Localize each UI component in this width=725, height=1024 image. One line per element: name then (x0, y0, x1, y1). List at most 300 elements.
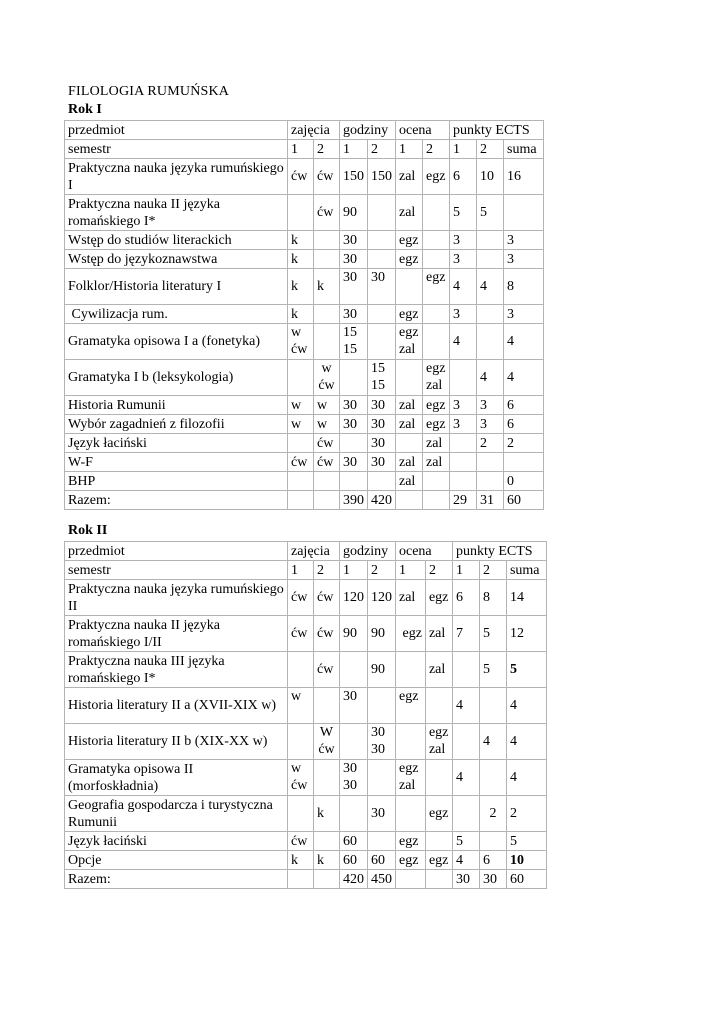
cell: egz (423, 159, 450, 195)
cell: zal (396, 453, 423, 472)
cell: 1 (340, 561, 368, 580)
cell (340, 434, 368, 453)
cell (314, 832, 340, 851)
cell: 4 (450, 324, 477, 360)
cell (450, 472, 477, 491)
table-row (65, 760, 547, 796)
cell (479, 832, 506, 851)
table-row (65, 832, 547, 851)
cell: 15 (343, 325, 357, 340)
table-row (65, 360, 544, 396)
cell: zal (426, 378, 443, 393)
cell: zal (399, 778, 416, 793)
cell: 4 (452, 760, 479, 796)
cell: 30 (340, 396, 368, 415)
cell: ćw (291, 778, 308, 793)
cell: 5 (450, 195, 477, 231)
cell: 2 (368, 140, 396, 159)
cell (368, 688, 396, 724)
cell: egz (396, 305, 423, 324)
cell: 150 (368, 159, 396, 195)
cell: zal (396, 195, 423, 231)
cell: 30 (340, 305, 368, 324)
cell: 4 (506, 760, 546, 796)
cell (314, 760, 340, 796)
cell: 5 (479, 616, 506, 652)
cell: ćw (288, 159, 314, 195)
cell-stacked (423, 360, 450, 396)
table-row (65, 472, 544, 491)
cell: 60 (340, 832, 368, 851)
cell: 30 (479, 870, 506, 889)
cell: ćw (318, 378, 335, 393)
cell: ćw (288, 453, 314, 472)
cell-stacked (396, 760, 426, 796)
cell: 1 (288, 561, 314, 580)
cell: 3 (477, 396, 504, 415)
cell: 90 (340, 616, 368, 652)
subject-name: Gramatyka opisowa I a (fonetyka) (65, 324, 288, 360)
cell: 15 (343, 342, 357, 357)
cell: w (314, 415, 340, 434)
cell (452, 796, 479, 832)
cell (368, 305, 396, 324)
cell: ćw (314, 434, 340, 453)
cell: 4 (477, 269, 504, 305)
cell (340, 360, 368, 396)
cell: 90 (368, 652, 396, 688)
cell: 90 (340, 195, 368, 231)
total-row (65, 870, 547, 889)
cell (423, 324, 450, 360)
cell: 4 (506, 724, 546, 760)
cell: zal (396, 415, 423, 434)
cell: egz (425, 580, 452, 616)
cell: k (314, 796, 340, 832)
table-row (65, 796, 547, 832)
cell: egz (425, 796, 452, 832)
cell (477, 305, 504, 324)
cell: zal (396, 472, 423, 491)
subject-name: Praktyczna nauka języka rumuńskiego II (65, 580, 288, 616)
cell: zal (399, 342, 416, 357)
cell: 6 (452, 580, 479, 616)
subject-name: Język łaciński (65, 832, 288, 851)
cell-stacked (396, 324, 423, 360)
cell (450, 453, 477, 472)
cell: egz (399, 325, 419, 340)
cell (288, 491, 314, 510)
cell: 8 (479, 580, 506, 616)
cell: egz (396, 231, 423, 250)
subject-name: Gramatyka opisowa II (morfoskładnia) (65, 760, 288, 796)
total-row (65, 491, 544, 510)
cell: 4 (452, 688, 479, 724)
cell (340, 724, 368, 760)
subject-name: Razem: (65, 491, 288, 510)
cell: k (288, 250, 314, 269)
table-row (65, 159, 544, 195)
subject-name: BHP (65, 472, 288, 491)
table-row (65, 453, 544, 472)
cell (423, 195, 450, 231)
subject-name: Geografia gospodarcza i turystyczna Rumunii (65, 796, 288, 832)
cell: 1 (396, 561, 426, 580)
cell (450, 434, 477, 453)
cell: zal (425, 616, 452, 652)
cell: 3 (450, 250, 477, 269)
cell: 3 (450, 396, 477, 415)
cell (479, 688, 506, 724)
cell: 150 (340, 159, 368, 195)
cell: zal (423, 434, 450, 453)
cell: 1 (396, 140, 423, 159)
cell: 30 (368, 269, 396, 305)
cell: 5 (452, 832, 479, 851)
cell (423, 305, 450, 324)
cell: 5 (479, 652, 506, 688)
cell: zal (428, 742, 446, 757)
cell (368, 324, 396, 360)
rok1-heading: Rok I (68, 102, 102, 117)
cell: 29 (450, 491, 477, 510)
cell: egz (396, 832, 426, 851)
cell: 5 (477, 195, 504, 231)
cell: w (291, 761, 302, 776)
cell: 2 (425, 561, 452, 580)
table-row (65, 415, 544, 434)
cell (288, 360, 314, 396)
table-row (65, 580, 547, 616)
cell-stacked (340, 324, 368, 360)
cell: 30 (368, 396, 396, 415)
cell: egz (426, 361, 446, 376)
table-row (65, 396, 544, 415)
cell: 30 (371, 742, 385, 757)
cell: 3 (450, 305, 477, 324)
table-row (65, 305, 544, 324)
cell: egz (425, 851, 452, 870)
cell (396, 491, 423, 510)
cell: 1 (288, 140, 314, 159)
cell: 2 (504, 434, 544, 453)
cell (314, 250, 340, 269)
subject-name: Praktyczna nauka III języka romańskiego I* (65, 652, 288, 688)
cell: 5 (506, 652, 546, 688)
cell (396, 652, 426, 688)
cell: 30 (343, 761, 357, 776)
cell (314, 870, 340, 889)
cell: egz (423, 396, 450, 415)
cell: 6 (504, 415, 544, 434)
header-przedmiot: przedmiot (65, 121, 288, 140)
cell: 30 (340, 688, 368, 724)
cell: k (288, 269, 314, 305)
cell: 390 (340, 491, 368, 510)
cell (452, 724, 479, 760)
cell: egz (396, 250, 423, 269)
cell (288, 796, 314, 832)
cell-stacked (368, 360, 396, 396)
cell: ćw (288, 580, 314, 616)
cell: 2 (477, 434, 504, 453)
cell: 10 (477, 159, 504, 195)
cell: 3 (450, 231, 477, 250)
cell: ćw (314, 195, 340, 231)
cell (368, 231, 396, 250)
cell (368, 195, 396, 231)
cell: 30 (340, 250, 368, 269)
cell: 7 (452, 616, 479, 652)
subject-name: Cywilizacja rum. (65, 305, 288, 324)
cell: 14 (506, 580, 546, 616)
cell (425, 832, 452, 851)
cell: 2 (314, 561, 340, 580)
cell: 120 (340, 580, 368, 616)
cell: 4 (452, 851, 479, 870)
cell: 30 (368, 434, 396, 453)
subject-name: Historia Rumunii (65, 396, 288, 415)
cell (396, 360, 423, 396)
cell: 4 (477, 360, 504, 396)
cell: egz (423, 415, 450, 434)
cell (425, 760, 452, 796)
cell: 3 (450, 415, 477, 434)
cell (423, 231, 450, 250)
cell: zal (425, 652, 452, 688)
cell (479, 760, 506, 796)
subject-name: Historia literatury II a (XVII-XIX w) (65, 688, 288, 724)
cell: 0 (504, 472, 544, 491)
cell (477, 231, 504, 250)
header-ocena: ocena (396, 542, 453, 561)
cell: 60 (368, 851, 396, 870)
cell: 2 (479, 561, 506, 580)
header-przedmiot: przedmiot (65, 542, 288, 561)
cell (340, 796, 368, 832)
cell (477, 472, 504, 491)
cell-stacked (314, 360, 340, 396)
cell: w (288, 396, 314, 415)
cell: 6 (450, 159, 477, 195)
cell-stacked (288, 324, 314, 360)
table-row (65, 195, 544, 231)
cell: 420 (368, 491, 396, 510)
cell (368, 250, 396, 269)
cell: 2 (314, 140, 340, 159)
subject-name: W-F (65, 453, 288, 472)
cell-stacked (340, 760, 368, 796)
subject-name: Gramatyka I b (leksykologia) (65, 360, 288, 396)
header-zajecia: zajęcia (288, 121, 340, 140)
cell: w (291, 325, 302, 340)
subject-name: Praktyczna nauka języka rumuńskiego I (65, 159, 288, 195)
subject-name: Wstęp do studiów literackich (65, 231, 288, 250)
cell (423, 250, 450, 269)
cell: 30 (368, 415, 396, 434)
cell: egz (396, 616, 426, 652)
subject-name: Wybór zagadnień z filozofii (65, 415, 288, 434)
cell: egz (396, 688, 426, 724)
subject-name: Język łaciński (65, 434, 288, 453)
cell (314, 472, 340, 491)
cell: 3 (477, 415, 504, 434)
cell (423, 491, 450, 510)
cell: 90 (368, 616, 396, 652)
cell: 30 (340, 269, 368, 305)
rok2-heading: Rok II (68, 523, 108, 538)
rok1-semestr-row (65, 140, 544, 159)
cell: ćw (314, 616, 340, 652)
cell: 6 (504, 396, 544, 415)
cell: suma (506, 561, 546, 580)
table-row (65, 652, 547, 688)
cell: 120 (368, 580, 396, 616)
cell: ćw (288, 616, 314, 652)
cell: egz (396, 851, 426, 870)
cell-stacked (288, 760, 314, 796)
cell: ćw (318, 742, 335, 757)
cell (340, 652, 368, 688)
cell (396, 269, 423, 305)
cell (396, 434, 423, 453)
cell: k (314, 851, 340, 870)
cell (288, 652, 314, 688)
table-row (65, 231, 544, 250)
cell (314, 305, 340, 324)
cell: 6 (479, 851, 506, 870)
cell: ćw (288, 832, 314, 851)
cell-stacked (314, 724, 340, 760)
cell: 450 (368, 870, 396, 889)
cell: 31 (477, 491, 504, 510)
table-row (65, 269, 544, 305)
cell: ćw (291, 342, 308, 357)
cell (368, 472, 396, 491)
cell: egz (423, 269, 450, 305)
header-ects: punkty ECTS (450, 121, 544, 140)
cell (314, 688, 340, 724)
cell: 1 (340, 140, 368, 159)
cell: 4 (450, 269, 477, 305)
cell (314, 491, 340, 510)
cell (450, 360, 477, 396)
rok2-semestr-row (65, 561, 547, 580)
cell: 30 (340, 415, 368, 434)
document-title: FILOLOGIA RUMUŃSKA (68, 84, 230, 99)
cell: zal (423, 453, 450, 472)
cell: zal (396, 580, 426, 616)
cell (477, 250, 504, 269)
cell: 4 (504, 360, 544, 396)
cell: 30 (371, 725, 385, 740)
cell: 3 (504, 305, 544, 324)
cell (314, 231, 340, 250)
cell: w (288, 688, 314, 724)
cell: w (288, 415, 314, 434)
cell: 2 (506, 796, 546, 832)
cell: 4 (479, 724, 506, 760)
cell: 1 (452, 561, 479, 580)
cell: 12 (506, 616, 546, 652)
cell: 30 (340, 453, 368, 472)
cell: ćw (314, 580, 340, 616)
subject-name: Folklor/Historia literatury I (65, 269, 288, 305)
cell: 30 (368, 796, 396, 832)
cell (340, 472, 368, 491)
cell (288, 195, 314, 231)
cell: k (288, 851, 314, 870)
cell: ćw (314, 652, 340, 688)
subject-name: Opcje (65, 851, 288, 870)
cell: 16 (504, 159, 544, 195)
cell: 2 (368, 561, 396, 580)
cell: 4 (504, 324, 544, 360)
cell (368, 760, 396, 796)
cell: zal (396, 396, 423, 415)
cell (396, 796, 426, 832)
cell (368, 832, 396, 851)
header-ocena: ocena (396, 121, 450, 140)
cell: k (288, 305, 314, 324)
cell (477, 453, 504, 472)
cell (452, 652, 479, 688)
cell: zal (396, 159, 423, 195)
cell (314, 324, 340, 360)
cell: 15 (371, 378, 385, 393)
table-row (65, 851, 547, 870)
cell (396, 870, 426, 889)
cell: 1 (450, 140, 477, 159)
header-godziny: godziny (340, 542, 396, 561)
cell (288, 434, 314, 453)
cell (288, 472, 314, 491)
cell: ćw (314, 159, 340, 195)
cell: 60 (504, 491, 544, 510)
subject-name: Historia literatury II b (XIX-XX w) (65, 724, 288, 760)
cell: w (314, 396, 340, 415)
subject-name: Wstęp do językoznawstwa (65, 250, 288, 269)
cell (288, 724, 314, 760)
table-row (65, 324, 544, 360)
cell-stacked (425, 724, 452, 760)
table-row (65, 434, 544, 453)
header-ects: punkty ECTS (452, 542, 546, 561)
cell: 30 (340, 231, 368, 250)
cell: 3 (504, 250, 544, 269)
cell (425, 688, 452, 724)
rok2-header-row (65, 542, 547, 561)
cell: 5 (506, 832, 546, 851)
header-zajecia: zajęcia (288, 542, 340, 561)
cell: 420 (340, 870, 368, 889)
subject-name: Razem: (65, 870, 288, 889)
cell: 3 (504, 231, 544, 250)
cell: 4 (506, 688, 546, 724)
cell: W (319, 725, 334, 740)
cell: 2 (479, 796, 506, 832)
table-row (65, 688, 547, 724)
table-row (65, 724, 547, 760)
header-semestr: semestr (65, 561, 288, 580)
cell: 8 (504, 269, 544, 305)
cell: 15 (371, 361, 385, 376)
subject-name: Praktyczna nauka II języka romańskiego I/II (65, 616, 288, 652)
cell: 2 (423, 140, 450, 159)
rok1-header-row (65, 121, 544, 140)
subject-name: Praktyczna nauka II języka romańskiego I* (65, 195, 288, 231)
cell: w (321, 361, 332, 376)
